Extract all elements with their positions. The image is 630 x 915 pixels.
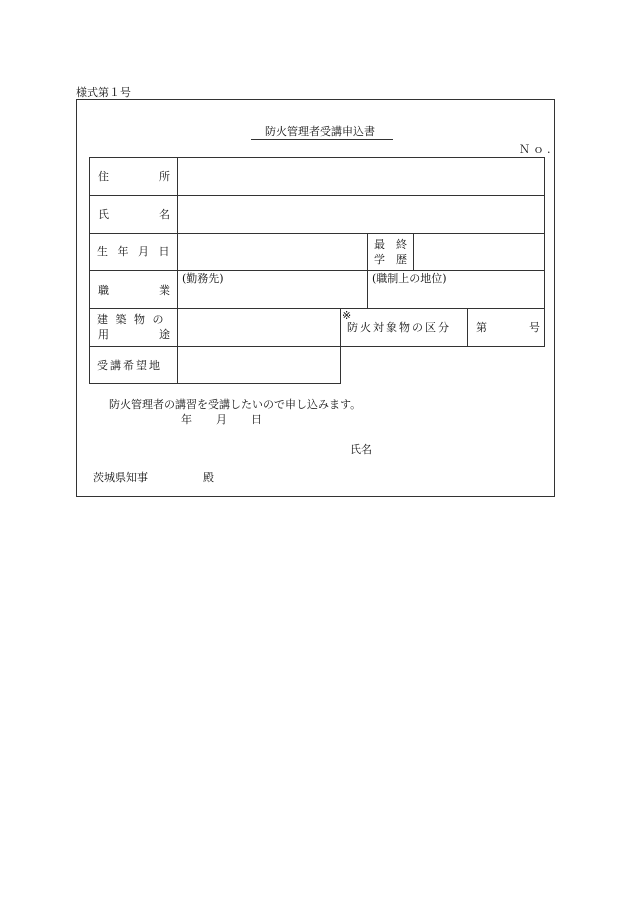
birthdate-label: 生 年 月 日 [97,245,173,258]
category-gou-label: 号 [529,321,540,334]
row-line-1 [89,157,544,158]
position-label: (職制上の地位) [372,272,447,285]
building-use-label-start: 用 [98,328,109,341]
row-line-2 [89,195,544,196]
date-month-label: 月 [216,413,227,426]
col-line-left [89,157,90,384]
col-line-education-left [367,233,368,308]
building-use-label-line1: 建 築 物 の [97,313,166,326]
row-line-3 [89,233,544,234]
category-dai-label: 第 [476,321,487,334]
name-label-start: 氏 [98,208,109,221]
address-label-end: 所 [159,170,170,183]
col-line-label [177,157,178,384]
row-line-6 [89,346,544,347]
application-form [76,99,555,497]
signature-label: 氏名 [350,443,372,456]
workplace-label: (勤務先) [182,272,224,285]
occupation-label-start: 職 [98,284,109,297]
reference-mark: ※ [342,309,352,322]
row-line-4 [89,270,544,271]
building-use-label-end: 途 [159,328,170,341]
addressee: 茨城県知事 [93,471,148,484]
honorific: 殿 [203,471,214,484]
category-label: 防火対象物の区分 [347,321,451,334]
occupation-label-end: 業 [159,284,170,297]
col-line-right [544,157,545,347]
col-line-category-right [467,308,468,346]
address-label-start: 住 [98,170,109,183]
title-underline [251,139,393,140]
application-statement: 防火管理者の講習を受講したいので申し込みます。 [109,398,362,411]
date-year-label: 年 [181,413,192,426]
venue-label: 受講希望地 [97,359,162,372]
form-title: 防火管理者受講申込書 [265,125,375,138]
form-number: 様式第１号 [76,86,131,99]
date-day-label: 日 [251,413,262,426]
education-label-line1: 最 終 [374,238,407,251]
row-line-5 [89,308,544,309]
row-line-7 [89,383,340,384]
col-line-category-left [340,308,341,384]
education-label-line2: 学 歴 [374,253,407,266]
col-line-education-right [413,233,414,270]
number-label: Ｎｏ. [519,143,554,156]
name-label-end: 名 [159,208,170,221]
